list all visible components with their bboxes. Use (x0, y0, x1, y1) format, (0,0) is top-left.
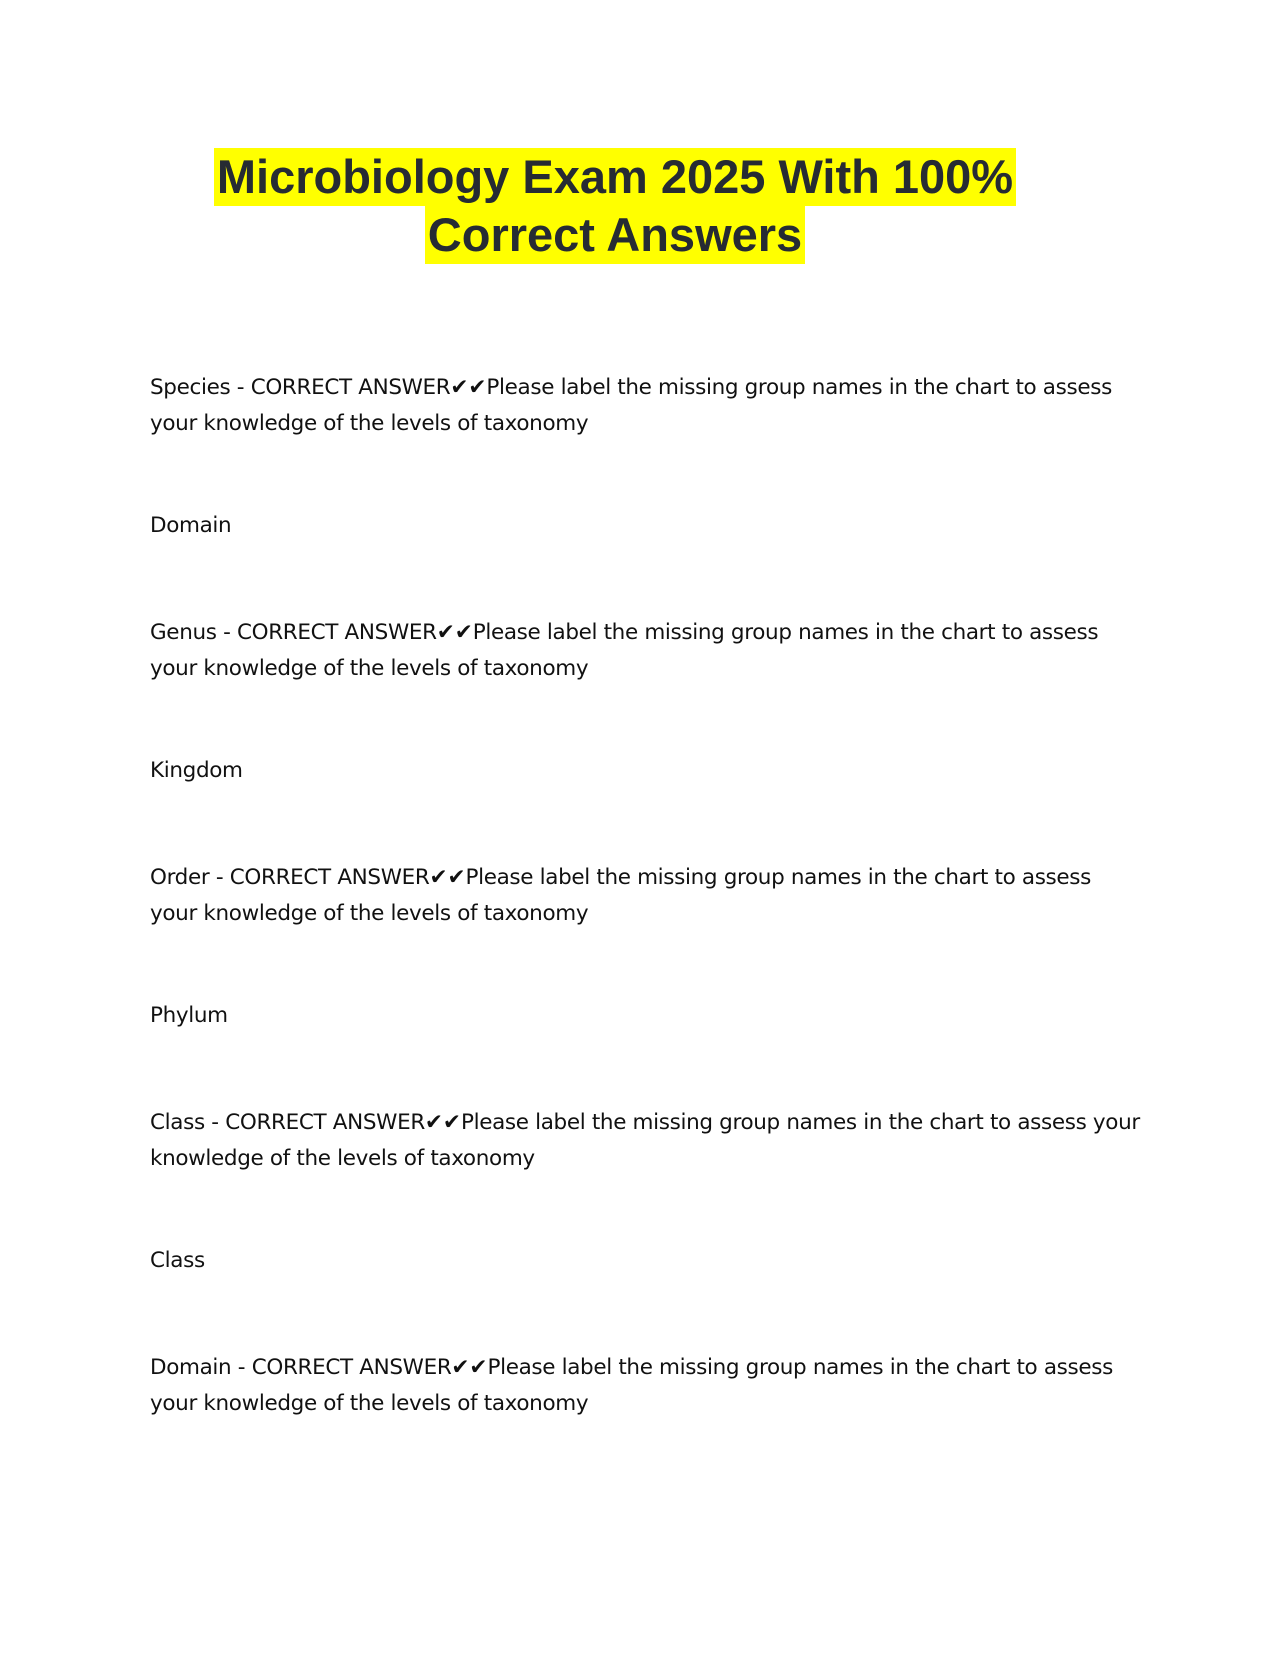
check-mark-icon: ✔✔ (424, 1110, 461, 1135)
title-line-2: Correct Answers (425, 206, 805, 264)
check-mark-icon: ✔✔ (429, 865, 466, 890)
qa-marker: CORRECT ANSWER (250, 375, 451, 400)
qa-term: Kingdom (150, 758, 243, 783)
qa-marker: CORRECT ANSWER (236, 620, 437, 645)
qa-item-phylum-answer (150, 998, 1140, 1034)
qa-item-genus (150, 615, 1140, 687)
qa-marker: CORRECT ANSWER (225, 1110, 425, 1135)
qa-separator: - (231, 1355, 252, 1380)
qa-answer: Please label the missing group names in the chart to assess your knowledge of the levels of taxonomy (150, 1355, 1113, 1416)
qa-answer: Please label the missing group names in the chart to assess your knowledge of the levels of taxonomy (150, 375, 1112, 436)
qa-item-class (150, 1105, 1140, 1177)
qa-item-kingdom-answer (150, 753, 1140, 789)
qa-term: Domain (150, 1355, 232, 1380)
document-title (140, 148, 1090, 264)
check-mark-icon: ✔✔ (450, 375, 487, 400)
qa-item-domain (150, 1350, 1140, 1422)
qa-term: Class (150, 1110, 205, 1135)
qa-marker: CORRECT ANSWER (251, 1355, 452, 1380)
qa-separator: - (230, 375, 251, 400)
qa-item-species (150, 370, 1140, 442)
qa-item-class-answer (150, 1243, 1140, 1279)
qa-answer: Please label the missing group names in the chart to assess your knowledge of the levels of taxonomy (150, 620, 1099, 681)
qa-term: Domain (150, 513, 232, 538)
qa-separator: - (216, 620, 237, 645)
qa-term: Species (150, 375, 231, 400)
check-mark-icon: ✔✔ (436, 620, 473, 645)
qa-term: Phylum (150, 1003, 228, 1028)
check-mark-icon: ✔✔ (451, 1355, 488, 1380)
qa-answer: Please label the missing group names in the chart to assess your knowledge of the levels of taxonomy (150, 1110, 1140, 1171)
qa-item-order (150, 860, 1140, 932)
qa-term: Order (150, 865, 210, 890)
qa-separator: - (209, 865, 230, 890)
qa-term: Class (150, 1248, 205, 1273)
qa-item-domain-answer (150, 508, 1140, 544)
qa-separator: - (204, 1110, 226, 1135)
qa-marker: CORRECT ANSWER (229, 865, 430, 890)
title-line-1: Microbiology Exam 2025 With 100% (214, 148, 1016, 206)
qa-term: Genus (150, 620, 217, 645)
qa-answer: Please label the missing group names in the chart to assess your knowledge of the levels of taxonomy (150, 865, 1091, 926)
